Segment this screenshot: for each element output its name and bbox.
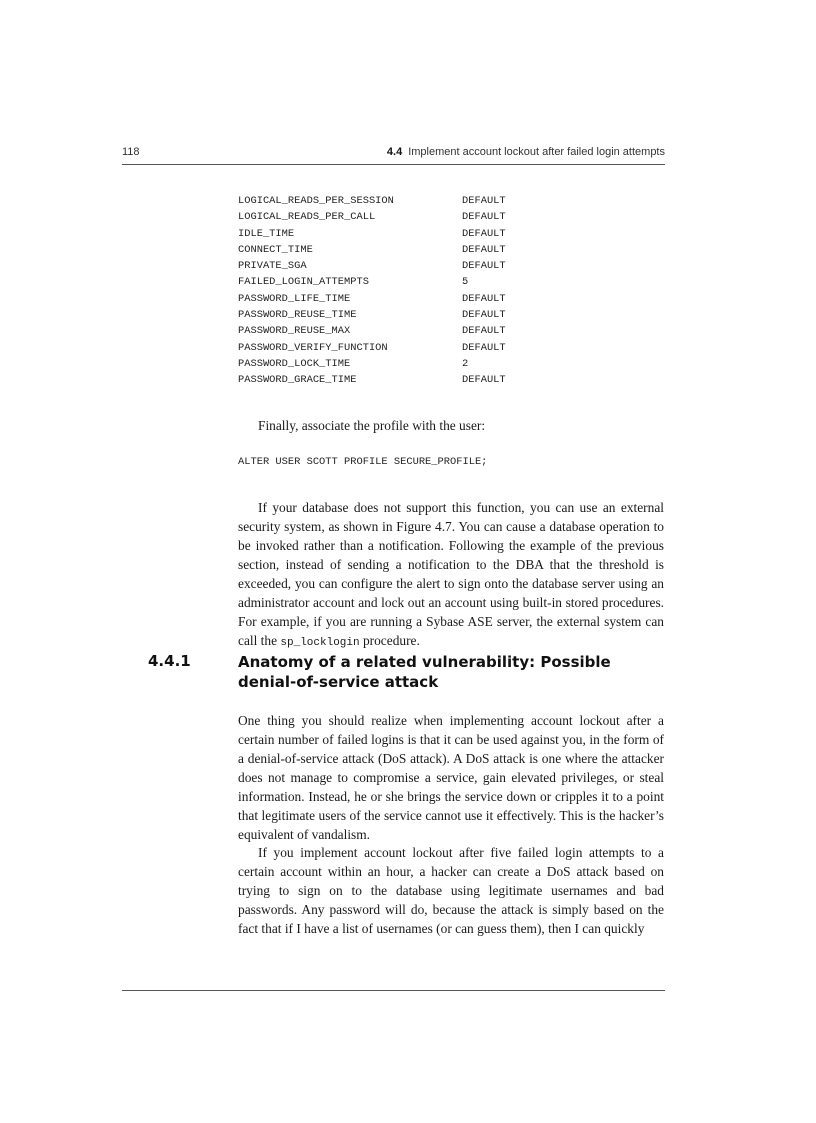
- setting-key: PASSWORD_REUSE_MAX: [238, 325, 351, 338]
- setting-value: DEFAULT: [462, 325, 506, 338]
- profile-setting-row: [238, 242, 506, 258]
- profile-setting-row: [238, 372, 506, 388]
- setting-value: 5: [462, 276, 469, 289]
- setting-value: DEFAULT: [462, 292, 506, 305]
- setting-value: DEFAULT: [462, 211, 506, 224]
- setting-key: IDLE_TIME: [238, 227, 295, 240]
- profile-setting-row: [238, 340, 506, 356]
- profile-setting-row: [238, 226, 506, 242]
- setting-key: LOGICAL_READS_PER_SESSION: [238, 195, 394, 207]
- profile-setting-row: [238, 258, 506, 274]
- setting-value: DEFAULT: [462, 341, 506, 354]
- running-header: [122, 140, 665, 165]
- setting-key: PRIVATE_SGA: [238, 260, 307, 273]
- setting-value: DEFAULT: [462, 243, 506, 256]
- setting-key: PASSWORD_LIFE_TIME: [238, 292, 351, 305]
- setting-value: DEFAULT: [462, 374, 506, 387]
- setting-key: PASSWORD_VERIFY_FUNCTION: [238, 341, 388, 354]
- dos-example-paragraph: If you implement account lockout after five failed login attempts to a certain account within an hour, a hacker can create a DoS attack based on trying to sign on to the database using legitimate usernames and bad passwords. Any password will do, because the attack is simply based on the fact that if I have a list of usernames (or can guess them), then I can quickly: [238, 845, 664, 936]
- inline-code-procedure: sp_locklogin: [280, 637, 360, 649]
- profile-setting-row: [238, 356, 506, 372]
- page-number: 118: [122, 146, 140, 158]
- setting-key: PASSWORD_GRACE_TIME: [238, 374, 357, 387]
- setting-key: CONNECT_TIME: [238, 243, 313, 256]
- setting-value: DEFAULT: [462, 227, 506, 240]
- setting-value: DEFAULT: [462, 309, 506, 322]
- profile-setting-row: [238, 291, 506, 307]
- dos-definition-paragraph: One thing you should realize when implementing account lockout after a certain number of failed logins is that it can be used against you, in the form of a denial-of-service attack (DoS attack). A DoS attack is one where the attacker does not manage to compromise a service, gain elevated privileges, or steal information. Instead, he or she brings the service down or cripples it to a point that legitimate users of the service cannot use it effectively. This is the hacker’s equivalent of vandalism.: [238, 713, 664, 842]
- subsection-title: Anatomy of a related vulnerability: Possible denial-of-service attack: [238, 653, 611, 691]
- footer-rule: [122, 990, 665, 991]
- profile-setting-row: [238, 323, 506, 339]
- profile-setting-row: [238, 274, 506, 290]
- alter-user-statement: ALTER USER SCOTT PROFILE SECURE_PROFILE;: [238, 456, 488, 468]
- profile-setting-row: [238, 307, 506, 323]
- setting-key: FAILED_LOGIN_ATTEMPTS: [238, 276, 369, 289]
- setting-key: PASSWORD_REUSE_TIME: [238, 309, 357, 322]
- running-head: [387, 146, 665, 158]
- paragraph-text-end: procedure.: [359, 633, 420, 648]
- profile-setting-row: [238, 193, 506, 209]
- setting-value: 2: [462, 357, 469, 370]
- external-security-paragraph: [238, 498, 664, 653]
- setting-value: DEFAULT: [462, 260, 506, 273]
- profile-settings-listing: [238, 193, 506, 389]
- running-head-section-number: 4.4: [386, 146, 403, 158]
- setting-key: LOGICAL_READS_PER_CALL: [238, 211, 376, 224]
- profile-setting-row: [238, 209, 506, 225]
- intro-paragraph: Finally, associate the profile with the user:: [258, 418, 486, 433]
- setting-key: PASSWORD_LOCK_TIME: [238, 357, 351, 370]
- subsection-number: 4.4.1: [148, 652, 191, 670]
- paragraph-text: If your database does not support this function, you can use an external security system, as shown in Figure 4.7. You can cause a database operation to be invoked rather than a notification. Following the example of the previous section, instead of sending a notification to the DBA that the threshold is exceeded, you can configure the alert to sign onto the database server using an administrator account and lock out an account using built-in stored procedures. For example, if you are running a Sybase ASE server, the external system can call the: [238, 500, 664, 648]
- running-head-title: Implement account lockout after failed login attempts: [408, 146, 665, 158]
- setting-value: DEFAULT: [462, 195, 506, 207]
